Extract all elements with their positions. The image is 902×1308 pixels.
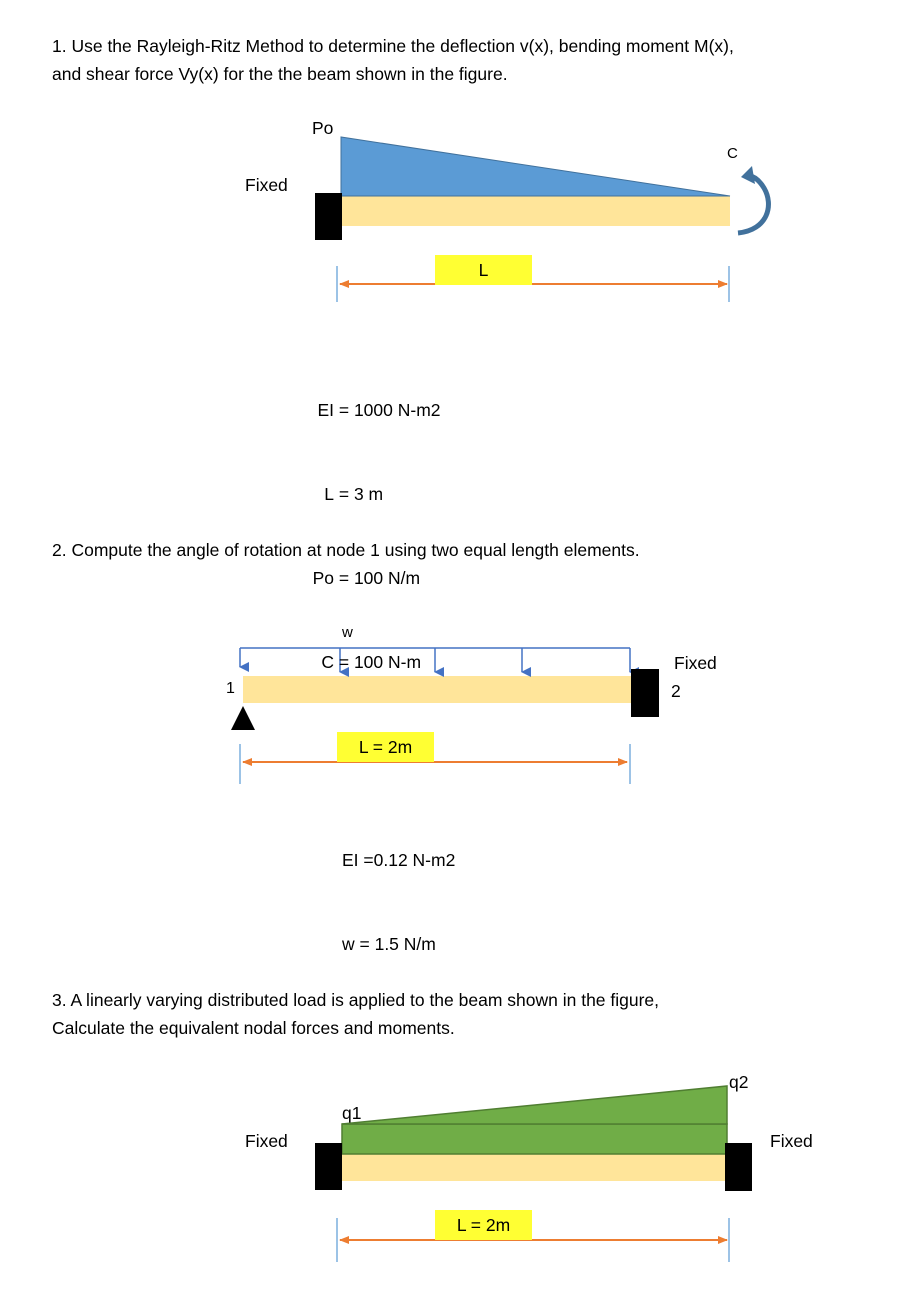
problem-3-left-support-label: Fixed (245, 1131, 288, 1151)
problem-2-param-w: w = 1.5 N/m (342, 934, 436, 954)
problem-1-beam (342, 196, 730, 226)
problem-1-moment-label: C (727, 145, 738, 162)
problem-3-right-fixed-support (725, 1143, 752, 1191)
problem-1-param-l: L = 3 m (324, 484, 384, 504)
problem-1-fixed-support (315, 193, 342, 240)
problem-2-node-1-label: 1 (226, 680, 235, 697)
problem-2-support-label: Fixed (674, 653, 717, 673)
problem-2-params (342, 790, 455, 986)
problem-3-figure (315, 1086, 752, 1262)
problem-2-node-2-label: 2 (671, 681, 681, 701)
problem-3-text-line-2: Calculate the equivalent nodal forces and moments. (52, 1018, 455, 1038)
problem-2-load-label: w (342, 624, 353, 641)
problem-1-load-label: Po (312, 118, 334, 138)
problem-3-triangular-load (342, 1086, 727, 1124)
problem-1-triangular-load (341, 137, 730, 196)
problem-1-moment-arrow-icon (738, 175, 768, 233)
problem-3-uniform-load (342, 1124, 727, 1154)
problem-2-fixed-support (631, 669, 659, 717)
problem-1-support-label: Fixed (245, 175, 288, 195)
problem-1-figure (315, 137, 768, 302)
problem-1-param-ei: EI = 1000 N-m2 (317, 400, 441, 420)
problem-1-param-c: C = 100 N-m (321, 652, 422, 672)
problem-3-q1-label: q1 (342, 1103, 362, 1123)
problem-1-text-line-1: 1. Use the Rayleigh-Ritz Method to determine the deflection v(x), bending moment M(x), (52, 36, 734, 56)
problem-1-params (290, 340, 441, 704)
problem-2-text: 2. Compute the angle of rotation at node 1 using two equal length elements. (52, 540, 640, 560)
problem-1-param-po: Po = 100 N/m (312, 568, 421, 588)
problem-3-q2-label: q2 (729, 1072, 749, 1092)
problem-2-length-label: L = 2m (337, 732, 434, 762)
problem-2-param-ei: EI =0.12 N-m2 (342, 850, 456, 870)
problem-1-text-line-2: and shear force Vy(x) for the the beam shown in the figure. (52, 64, 508, 84)
problem-3-right-support-label: Fixed (770, 1131, 813, 1151)
problem-3-length-label: L = 2m (435, 1210, 532, 1240)
problem-3-text-line-1: 3. A linearly varying distributed load is applied to the beam shown in the figure, (52, 990, 660, 1010)
problem-1-length-label: L (435, 255, 532, 285)
problem-3-beam (342, 1153, 727, 1181)
problem-2-pin-support-icon (231, 706, 255, 730)
problem-3-left-fixed-support (315, 1143, 342, 1190)
